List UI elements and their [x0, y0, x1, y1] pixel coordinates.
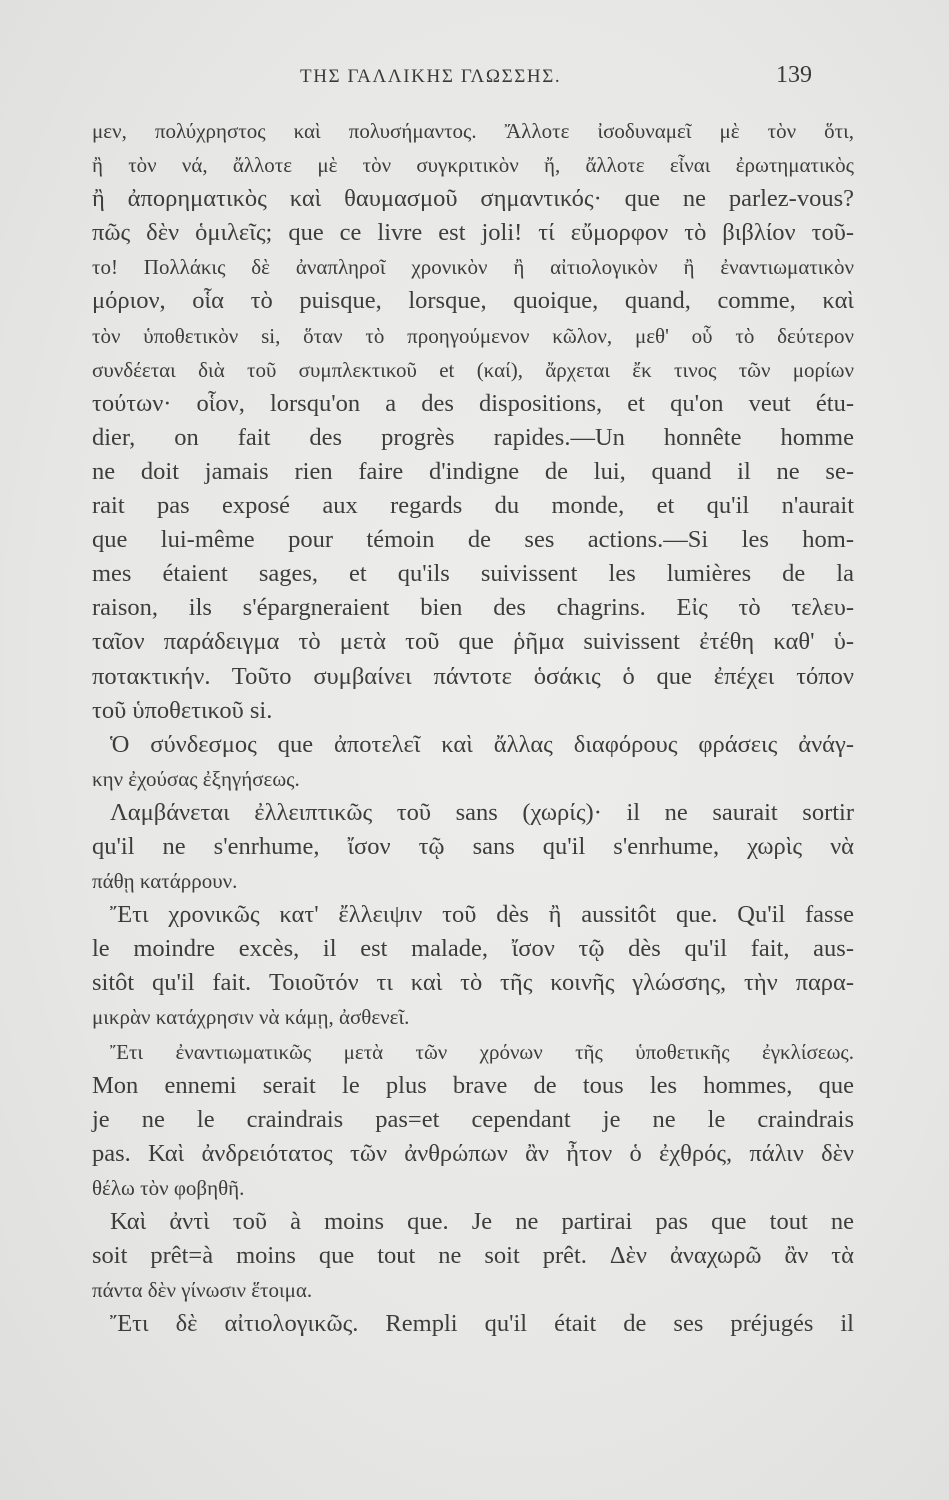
text-line: πάντα δὲν γίνωσιν ἕτοιμα. [92, 1278, 313, 1303]
text-line: ne doit jamais rien faire d'indigne de lui, quand il ne se- [92, 457, 854, 485]
text-line: que lui-même pour témoin de ses actions.—Si les hom- [92, 526, 854, 554]
text-line: je ne le craindrais pas=et cependant je ne le craindrais [92, 1105, 854, 1133]
text-line: rait pas exposé aux regards du monde, et qu'il n'aurait [92, 492, 854, 520]
text-line: θέλω τὸν φοβηθῆ. [92, 1175, 245, 1200]
body-text [92, 114, 854, 1341]
text-line: mes étaient sages, et qu'ils suivissent les lumières de la [92, 560, 854, 588]
text-line: Ἔτι χρονικῶς κατ' ἔλλειψιν τοῦ dès ἢ aussitôt que. Qu'il fasse [110, 901, 854, 929]
text-line: ποτακτικήν. Τοῦτο συμβαίνει πάντοτε ὁσάκις ὁ que ἐπέχει τόπον [92, 662, 854, 690]
text-line: το! Πολλάκις δὲ ἀναπληροῖ χρονικὸν ἢ αἰτιολογικὸν ἢ ἐναντιωματικὸν [92, 255, 854, 280]
text-line: dier, on fait des progrès rapides.—Un honnête homme [92, 423, 854, 451]
text-line: τὸν ὑποθετικὸν si, ὅταν τὸ προηγούμενον κῶλον, μεθ' οὗ τὸ δεύτερον [92, 323, 854, 348]
page-header [0, 62, 949, 102]
text-line: sitôt qu'il fait. Τοιοῦτόν τι καὶ τὸ τῆς κοινῆς γλώσσης, τὴν παρα- [92, 969, 854, 997]
text-line: ταῖον παράδειγμα τὸ μετὰ τοῦ que ῥῆμα suivissent ἐτέθη καθ' ὑ- [92, 628, 854, 656]
text-line: pas. Καὶ ἀνδρειότατος τῶν ἀνθρώπων ἂν ἦτον ὁ ἐχθρός, πάλιν δὲν [92, 1139, 854, 1167]
text-line: Ἔτι ἐναντιωματικῶς μετὰ τῶν χρόνων τῆς ὑποθετικῆς ἐγκλίσεως. [110, 1039, 854, 1064]
text-line: raison, ils s'épargneraient bien des chagrins. Εἰς τὸ τελευ- [92, 594, 854, 622]
text-line: ἢ τὸν νά, ἄλλοτε μὲ τὸν συγκριτικὸν ἤ, ἄλλοτε εἶναι ἐρωτηματικὸς [92, 153, 854, 178]
text-line: Καὶ ἀντὶ τοῦ à moins que. Je ne partirai pas que tout ne [110, 1208, 854, 1235]
text-line: τοῦ ὑποθετικοῦ si. [92, 696, 273, 724]
text-line: Mon ennemi serait le plus brave de tous les hommes, que [92, 1071, 854, 1099]
text-line: μικρὰν κατάχρησιν νὰ κάμῃ, ἀσθενεῖ. [92, 1005, 410, 1030]
text-line: μόριον, οἷα τὸ puisque, lorsque, quoique, quand, comme, καὶ [92, 287, 854, 315]
text-line: soit prêt=à moins que tout ne soit prêt. Δὲν ἀναχωρῶ ἂν τὰ [92, 1242, 854, 1270]
text-line: Λαμβάνεται ἐλλειπτικῶς τοῦ sans (χωρίς)· il ne saurait sortir [110, 798, 854, 826]
text-line: le moindre excès, il est malade, ἴσον τῷ dès qu'il fait, aus- [92, 935, 854, 963]
text-line: μεν, πολύχρηστος καὶ πολυσήμαντος. Ἄλλοτε ἰσοδυναμεῖ μὲ τὸν ὅτι, [92, 119, 854, 143]
text-line: τούτων· οἷον, lorsqu'on a des dispositions, et qu'on veut étu- [92, 389, 854, 417]
text-line: ἢ ἀπορηματικὸς καὶ θαυμασμοῦ σημαντικός· que ne parlez-vous? [92, 185, 854, 213]
text-line: πάθῃ κατάρρουν. [92, 869, 238, 894]
page-number: 139 [776, 62, 812, 88]
text-line: κην ἐχούσας ἐξηγήσεως. [92, 766, 300, 791]
text-line: συνδέεται διὰ τοῦ συμπλεκτικοῦ et (καί), ἄρχεται ἔκ τινος τῶν μορίων [92, 357, 854, 382]
text-line: Ἔτι δὲ αἰτιολογικῶς. Rempli qu'il était de ses préjugés il [110, 1310, 854, 1338]
text-line: qu'il ne s'enrhume, ἴσον τῷ sans qu'il s'enrhume, χωρὶς νὰ [92, 832, 854, 860]
text-line: Ὁ σύνδεσμος que ἀποτελεῖ καὶ ἄλλας διαφόρους φράσεις ἀνάγ- [110, 730, 854, 758]
running-title: ΤΗΣ ΓΑΛΛΙΚΗΣ ΓΛΩΣΣΗΣ. [300, 66, 562, 87]
text-line: πῶς δὲν ὁμιλεῖς; que ce livre est joli! τί εὔμορφον τὸ βιβλίον τοῦ- [92, 219, 854, 247]
